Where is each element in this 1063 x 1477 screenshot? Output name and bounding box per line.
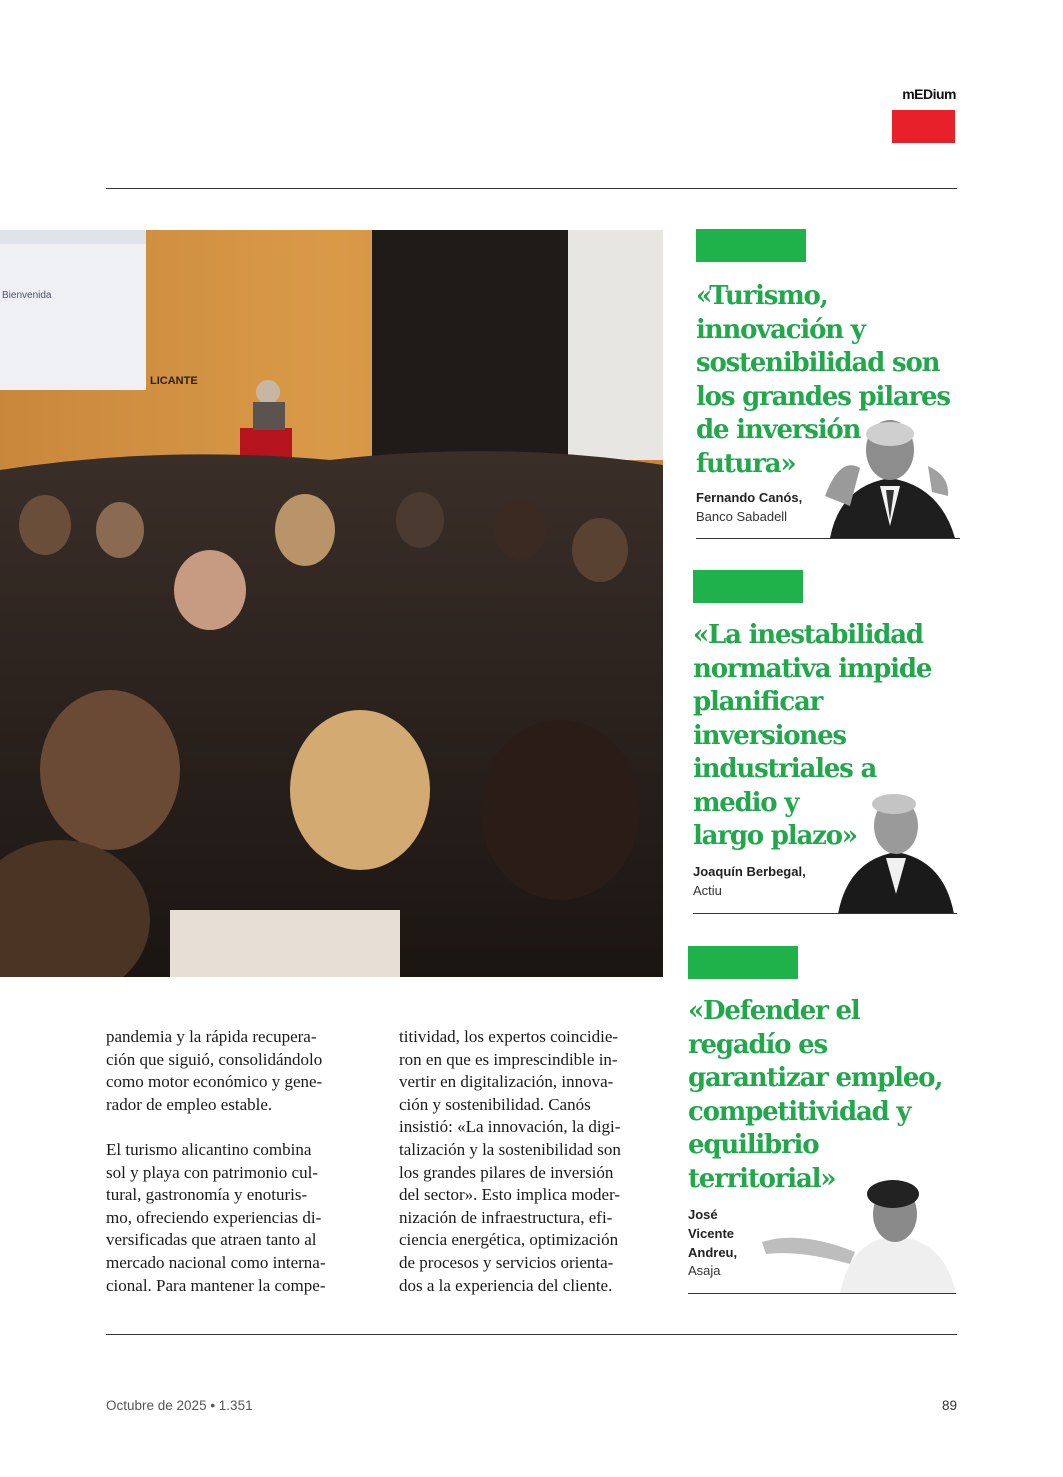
- slide-text: Bienvenida: [2, 290, 52, 301]
- wall-text: LICANTE: [150, 375, 198, 387]
- speaker-org: Banco Sabadell: [696, 509, 788, 524]
- header-rule: [106, 188, 957, 189]
- quote-tag: [696, 229, 806, 262]
- portrait-photo: [820, 416, 960, 543]
- portrait-photo: [760, 1180, 956, 1299]
- brand-red-block: [892, 110, 955, 143]
- paragraph: El turismo alicantino combina sol y playa con patrimonio cul- tural, gastronomía y enoturis- mo, ofreciendo experiencias di- versificadas que atraen tanto al mercado nacional como interna- cional. Para mantener la compe-: [106, 1139, 326, 1295]
- pull-quote: «Defender el regadío es garantizar empleo, competitividad y equilibrio territorial»: [688, 996, 943, 1194]
- quote-rule: [688, 1293, 956, 1294]
- issue-info: Octubre de 2025 • 1.351: [106, 1398, 253, 1413]
- footer-rule: [106, 1334, 957, 1335]
- paragraph: pandemia y la rápida recupera- ción que siguió, consolidándolo como motor económico y gene- rador de empleo estable.: [106, 1027, 323, 1114]
- paragraph: titividad, los expertos coincidie- ron en que es imprescindible in- vertir en digitalización, innova- ción y sostenibilidad. Canós insistió: «La innovación, la digi- talización y la sostenibilidad son los grandes pilares de inversión del sector». Esto implica moder- nización de infraestructura, efi- ciencia energética, optimización de procesos y servicios orienta- dos a la experiencia del cliente.: [399, 1027, 621, 1295]
- quote-rule: [696, 538, 960, 539]
- speaker-name: Joaquín Berbegal,: [693, 864, 806, 879]
- body-column-1: [106, 1026, 368, 1320]
- conference-photo: [0, 230, 663, 977]
- speaker-name: Fernando Canós,: [696, 490, 803, 505]
- pull-quote: «Turismo, innovación y sostenibilidad son los grandes pilares de inversión futura»: [696, 281, 950, 479]
- body-column-2: [399, 1026, 661, 1320]
- quote-rule: [693, 913, 957, 914]
- quote-tag: [693, 570, 803, 603]
- speaker-name: José Vicente Andreu,: [688, 1207, 738, 1260]
- brand-logo: mEDium: [902, 86, 956, 102]
- page-number: 89: [941, 1398, 957, 1413]
- pull-quote: «La inestabilidad normativa impide planificar inversiones industriales a medio y largo plazo»: [693, 620, 932, 851]
- speaker-org: Asaja: [688, 1263, 721, 1278]
- speaker-org: Actiu: [693, 883, 722, 898]
- portrait-photo: [838, 790, 954, 919]
- quote-tag: [688, 946, 798, 979]
